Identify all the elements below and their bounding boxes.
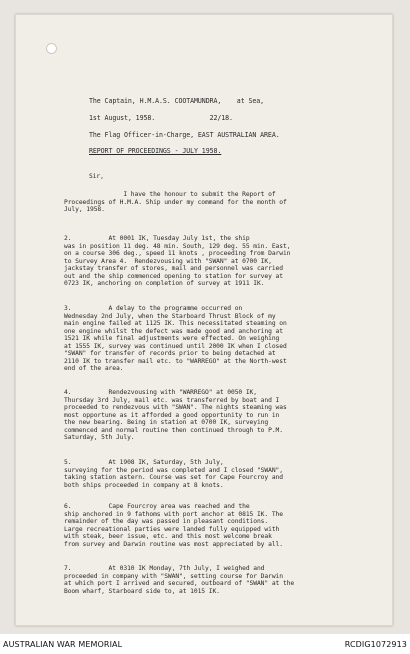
paragraph-line: surveying for the period was completed and I closed "SWAN", bbox=[64, 466, 283, 474]
paragraph-line: was in position 11 deg. 48 min. South, 129 deg. 55 min. East, bbox=[64, 242, 291, 250]
header-line-2: 1st August, 1958. 22/18. bbox=[89, 114, 233, 122]
paragraph-line: I have the honour to submit the Report of bbox=[64, 191, 276, 198]
paragraph-line: Large recreational parties were landed fully equipped with bbox=[64, 525, 280, 533]
punch-hole bbox=[46, 43, 57, 54]
paragraph-line: at 1555 IK, survey was continued until 2000 IK when I closed bbox=[64, 342, 287, 350]
paragraph-line: ship anchored in 9 fathoms with port anchor at 0815 IK. The bbox=[64, 510, 283, 518]
paragraph-line: 6. Cape Fourcroy area was reached and the bbox=[64, 503, 250, 510]
salutation: Sir, bbox=[89, 173, 104, 180]
paragraph-line: proceeded in company with "SWAN", setting course for Darwin bbox=[64, 572, 283, 580]
paragraph-4 bbox=[64, 389, 364, 442]
paragraph-line: proceeded to rendezvous with "SWAN". The nights steaming was bbox=[64, 404, 287, 411]
paragraph-line: jackstay transfer of stores, mail and personnel was carried bbox=[64, 265, 283, 272]
document-id: RCDIG1072913 bbox=[344, 640, 407, 649]
header-line-1: The Captain, H.M.A.S. COOTAMUNDRA, at Sea, bbox=[89, 97, 265, 105]
paragraph-3 bbox=[64, 305, 364, 373]
document-page bbox=[15, 14, 393, 626]
paragraph-line: 7. At 0310 IK Monday, 7th July, I weighed and bbox=[64, 565, 265, 572]
paragraph-line: end of the area. bbox=[64, 365, 124, 372]
archive-name: AUSTRALIAN WAR MEMORIAL bbox=[3, 640, 123, 649]
paragraph-line: July, 1958. bbox=[64, 206, 105, 213]
paragraph-line: 2110 IK to transfer mail etc. to "WARREGO" at the North-west bbox=[64, 357, 287, 365]
paragraph-line: both ships proceeded in company at 8 knots. bbox=[64, 481, 224, 489]
archive-footer bbox=[0, 634, 410, 654]
report-subject: REPORT OF PROCEEDINGS - JULY 1958. bbox=[89, 147, 222, 155]
paragraph-line: with steak, beer issue, etc. and this most welcome break bbox=[64, 533, 272, 540]
paragraph-7 bbox=[64, 565, 364, 595]
header-line-3: The Flag Officer-in-Charge, EAST AUSTRALIAN AREA. bbox=[89, 131, 280, 139]
paragraph-line: out and the ship commenced opening to station for survey at bbox=[64, 272, 283, 280]
paragraph-line: Thursday 3rd July, mail etc. was transferred by boat and I bbox=[64, 396, 280, 404]
paragraph-line: 1521 IK while final adjustments were effected. On weighing bbox=[64, 335, 280, 342]
paragraph-5 bbox=[64, 459, 364, 489]
paragraph-line: 5. At 1908 IK, Saturday, 5th July, bbox=[64, 459, 224, 466]
paragraph-line: on a course 306 deg., speed 11 knots , proceeding from Darwin bbox=[64, 250, 291, 257]
paragraph-line: 4. Rendezvousing with "WARREGO" at 0050 IK, bbox=[64, 389, 257, 396]
paragraph-line: 3. A delay to the programme occurred on bbox=[64, 305, 243, 312]
paragraph-line: from survey and Darwin routine was most appreciated by all. bbox=[64, 540, 283, 548]
paragraph-line: Boom wharf, Starboard side to, at 1015 IK. bbox=[64, 587, 220, 595]
paragraph-line: one engine whilst the defect was made good and anchoring at bbox=[64, 327, 283, 335]
paragraph-line: 2. At 0001 IK, Tuesday July 1st, the ship bbox=[64, 235, 250, 242]
paragraph-1 bbox=[64, 191, 364, 214]
paragraph-line: remainder of the day was passed in pleasant conditions. bbox=[64, 518, 269, 525]
paragraph-line: main engine failed at 1125 IK. This necessitated steaming on bbox=[64, 320, 287, 327]
paragraph-line: taking station astern. Course was set for Cape Fourcroy and bbox=[64, 474, 283, 481]
paragraph-2 bbox=[64, 235, 364, 288]
paragraph-line: Wednesday 2nd July, when the Starboard Thrust Block of my bbox=[64, 312, 276, 320]
paragraph-line: commenced and normal routine then continued through to P.M. bbox=[64, 426, 283, 434]
paragraph-6 bbox=[64, 503, 364, 548]
paragraph-line: to Survey Area 4. Rendezvousing with "SWAN" at 0700 IK, bbox=[64, 257, 272, 265]
paragraph-line: most opportune as it afforded a good opportunity to run in bbox=[64, 411, 280, 419]
paragraph-line: at which port I arrived and secured, outboard of "SWAN" at the bbox=[64, 580, 295, 587]
paragraph-line: "SWAN" for transfer of records prior to being detached at bbox=[64, 350, 276, 357]
paragraph-line: Saturday, 5th July. bbox=[64, 434, 135, 441]
paragraph-line: Proceedings of H.M.A. Ship under my command for the month of bbox=[64, 198, 287, 206]
paragraph-line: the new bearing. Being in station at 0700 IK, surveying bbox=[64, 419, 269, 426]
paragraph-line: 0723 IK, anchoring on completion of survey at 1911 IK. bbox=[64, 280, 265, 287]
